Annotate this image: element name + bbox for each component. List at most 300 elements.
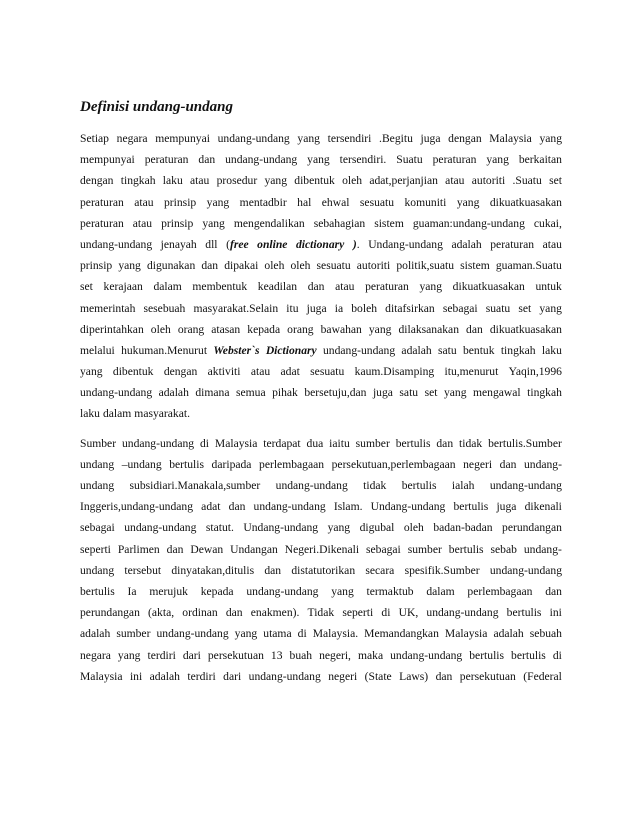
word: yang <box>368 322 392 336</box>
word: yang <box>456 195 480 209</box>
word: komuniti <box>404 195 447 209</box>
word: enakmen). <box>250 606 300 620</box>
word <box>368 234 443 255</box>
word: dikuatkuasakan <box>489 322 562 336</box>
word: (akta, <box>148 606 175 620</box>
word <box>205 234 217 255</box>
word: Sumber <box>80 436 117 450</box>
word <box>80 340 115 361</box>
document-page <box>80 98 562 687</box>
word: negeri, <box>319 648 351 662</box>
word: prosedur <box>216 174 258 188</box>
text-line <box>80 623 562 644</box>
word: prinsip <box>161 216 194 230</box>
word: ordinan <box>182 606 218 620</box>
word: set <box>424 386 438 400</box>
word: undang-undang <box>80 386 153 400</box>
word: tingkah <box>527 386 562 400</box>
word: sistem <box>374 216 404 230</box>
word: undang <box>80 457 115 471</box>
word: undang-undang <box>156 627 229 641</box>
word: Suatu <box>396 153 423 167</box>
word: seperti <box>342 606 374 620</box>
word: badan-badan <box>433 521 493 535</box>
word: tidak <box>363 479 387 492</box>
word: kepada <box>247 322 281 336</box>
word: distatutorikan <box>291 563 356 577</box>
word: terdapat <box>263 436 301 450</box>
word <box>451 234 481 255</box>
word: Malaysia <box>489 132 532 145</box>
word: adat,perjanjian <box>369 174 438 188</box>
word: undang-undang <box>217 132 290 145</box>
word: adat <box>280 365 300 379</box>
word: sebab <box>490 542 517 556</box>
word: sesuatu <box>359 195 395 209</box>
word: Tidak <box>307 606 335 620</box>
word: Ia <box>127 584 137 598</box>
word: Malaysia <box>80 669 123 683</box>
word <box>213 340 259 361</box>
word: Yaqin,1996 <box>508 365 562 379</box>
word: iaitu <box>329 436 350 450</box>
word: untuk <box>535 280 562 294</box>
word: undang-undang <box>124 521 197 535</box>
word <box>353 234 360 255</box>
word <box>438 340 457 361</box>
word: undang-undang <box>225 153 298 167</box>
word: memerintah <box>80 301 136 315</box>
word: undang-undang <box>121 436 195 450</box>
text-line <box>80 433 562 454</box>
word: yang <box>80 365 103 379</box>
text-line <box>80 403 562 424</box>
text-line <box>80 560 562 581</box>
word-part: jenayah <box>160 237 197 251</box>
word: suatu <box>485 301 511 315</box>
word-part: undang-undang <box>80 237 153 251</box>
word: yang <box>234 627 258 641</box>
word: autoriti <box>471 174 506 188</box>
word: sebuah <box>529 627 562 641</box>
word: atau <box>250 365 271 379</box>
word: UK, <box>398 606 419 620</box>
word <box>161 234 197 255</box>
word: peraturan <box>80 216 124 230</box>
word: dan <box>166 542 184 556</box>
word: undang <box>80 563 115 577</box>
word: bertulis <box>401 479 437 492</box>
word: pihak <box>272 386 298 400</box>
text-line <box>80 276 562 297</box>
word: Undang-undang <box>370 500 446 514</box>
word: atau <box>335 280 355 294</box>
word: adalah <box>80 627 111 641</box>
word: negara <box>80 648 111 662</box>
word: persekutuan <box>207 648 264 662</box>
word: diperintahkan <box>80 322 144 336</box>
word: bertulis.Sumber <box>488 436 562 450</box>
word: mentadbir <box>239 195 287 209</box>
word: kerajaan <box>103 280 143 294</box>
word: adalah <box>158 386 189 400</box>
word: dari <box>182 648 201 662</box>
word-part: . <box>356 237 360 251</box>
word: dilaksanakan <box>398 322 459 336</box>
word-part: peraturan <box>490 237 535 251</box>
word: juga <box>372 386 393 400</box>
emphasis-text: Dictionary <box>265 343 317 357</box>
word: perlembagaan <box>259 457 325 471</box>
word: peraturan <box>144 153 189 167</box>
word: Laws) <box>399 669 429 683</box>
word: oleh <box>290 259 311 273</box>
word-part: dll <box>205 237 218 251</box>
page-heading: Definisi undang-undang <box>80 99 233 115</box>
word: juga <box>420 132 441 145</box>
word-part: tingkah <box>500 343 536 357</box>
paragraph-container <box>80 128 562 687</box>
word: dalam <box>426 584 455 598</box>
word: peraturan <box>365 280 409 294</box>
paragraph-2 <box>80 433 562 687</box>
word: dalam <box>153 280 182 294</box>
word: oleh <box>264 259 285 273</box>
word: Parlimen <box>117 542 160 556</box>
text-line <box>80 149 562 170</box>
word: Undangan <box>230 542 278 556</box>
text-line <box>80 496 562 517</box>
word: merujuk <box>149 584 188 598</box>
text-line <box>80 382 562 403</box>
word: sebagai <box>80 521 115 535</box>
word: yang <box>202 216 225 230</box>
word: sesuatu <box>310 365 345 379</box>
text-line <box>80 340 562 361</box>
word: peraturan <box>432 153 477 167</box>
text-line <box>80 666 562 687</box>
word: ehwal <box>321 195 350 209</box>
word: atasan <box>211 322 241 336</box>
word <box>490 234 534 255</box>
word <box>501 340 536 361</box>
text-line <box>80 255 562 276</box>
word: dalam <box>102 407 132 421</box>
word-part: adalah <box>401 343 432 357</box>
word: Memandangkan <box>364 627 439 641</box>
word: digunakan <box>146 259 196 273</box>
word: mengawal <box>472 386 521 400</box>
word: adalah <box>149 669 180 683</box>
word: di <box>297 627 307 641</box>
text-line <box>80 539 562 560</box>
word: yang <box>297 132 320 145</box>
word: bertulis <box>453 500 489 514</box>
word: yang <box>327 521 351 535</box>
word: satu <box>399 386 419 400</box>
word-part: bentuk <box>462 343 495 357</box>
word: guaman:undang-undang <box>412 216 525 230</box>
word: undang-undang <box>253 500 326 514</box>
word: ini <box>549 606 562 620</box>
word <box>121 340 207 361</box>
word: sebagai <box>442 301 478 315</box>
word: (Federal <box>523 669 562 683</box>
word-part: undang-undang <box>323 343 396 357</box>
text-line <box>80 298 562 319</box>
word: bertulis <box>80 584 115 598</box>
word: negara <box>116 132 148 145</box>
word: bertulis <box>511 648 546 662</box>
word-part: melalui <box>80 343 115 357</box>
word: Inggeris,undang-undang <box>80 500 194 514</box>
word: adalah <box>493 627 524 641</box>
word: juga <box>306 301 327 315</box>
word: undang-undang <box>246 584 319 598</box>
word: aktiviti <box>207 365 241 379</box>
word: perundangan <box>502 521 562 535</box>
word: dibentuk <box>294 174 335 188</box>
word: Undang-undang <box>243 521 319 535</box>
word: undang-undang <box>489 563 562 577</box>
word: sistem <box>460 259 490 273</box>
word: secara <box>365 563 395 577</box>
word: dan <box>225 606 243 620</box>
word-part: Undang-undang <box>368 237 443 251</box>
text-line <box>80 319 562 340</box>
word: dikenali <box>524 500 562 514</box>
word: terdiri <box>187 669 216 683</box>
word: termaktub <box>366 584 414 598</box>
word: masyarakat.Selain <box>193 301 279 315</box>
word: subsidiari.Manakala,sumber <box>129 479 261 492</box>
word: dinyatakan,ditulis <box>171 563 255 577</box>
word: bertulis <box>169 457 204 471</box>
word: yang <box>117 648 141 662</box>
word: adat <box>201 500 221 514</box>
word: Malaysia <box>444 627 488 641</box>
word-part: adalah <box>451 237 482 251</box>
word: set <box>80 280 93 294</box>
word: laku <box>80 407 100 421</box>
word: bawahan <box>320 322 362 336</box>
word: digubal <box>359 521 395 535</box>
word: cukai, <box>533 216 562 230</box>
word: yang <box>443 386 467 400</box>
word: Islam. <box>333 500 363 514</box>
word: Dewan <box>190 542 224 556</box>
word: sebahagian <box>313 216 366 230</box>
word: dan <box>466 322 483 336</box>
text-line <box>80 213 562 234</box>
word: yang <box>539 301 562 315</box>
word: undang-undang <box>426 606 499 620</box>
paragraph-1 <box>80 128 562 425</box>
word: undang- <box>523 457 562 471</box>
word: perundangan <box>80 606 140 620</box>
word: di <box>199 436 210 450</box>
word: yang <box>206 195 230 209</box>
word: mempunyai <box>155 132 210 145</box>
word: guaman.Suatu <box>495 259 562 273</box>
word <box>323 340 395 361</box>
word: masyarakat. <box>134 407 190 421</box>
word: yang <box>539 132 562 145</box>
word: dengan <box>80 174 114 188</box>
word: tersendiri <box>327 132 372 145</box>
word: prinsip <box>80 259 113 273</box>
word: dan <box>198 153 216 167</box>
word: negeri <box>328 669 358 683</box>
word: persekutuan <box>459 669 516 683</box>
emphasis-text: Webster`s <box>213 343 260 357</box>
word <box>542 340 562 361</box>
word: Malaysia. <box>312 627 359 641</box>
word <box>257 234 287 255</box>
word: dua <box>306 436 324 450</box>
word: membentuk <box>192 280 248 294</box>
word: dibentuk <box>112 365 154 379</box>
word: dan <box>201 259 219 273</box>
word: atau <box>190 174 210 188</box>
word: yang <box>307 153 330 167</box>
word <box>226 234 249 255</box>
word: tingkah <box>120 174 156 188</box>
text-line <box>80 234 562 255</box>
word: dari <box>223 669 242 683</box>
text-line <box>80 170 562 191</box>
word: di <box>381 606 391 620</box>
word: dengan <box>163 365 198 379</box>
word <box>296 234 344 255</box>
word: statut. <box>205 521 234 535</box>
word <box>543 234 562 255</box>
word: spesifik.Sumber <box>404 563 480 577</box>
word: dan <box>545 584 562 598</box>
word: persekutuan,perlembagaan <box>331 457 456 471</box>
word: orang <box>287 322 314 336</box>
word: berkaitan <box>518 153 562 167</box>
word: oleh <box>150 322 171 336</box>
word: autoriti <box>356 259 391 273</box>
word: ini <box>129 669 143 683</box>
word: seperti <box>80 542 111 556</box>
word: yang <box>486 153 509 167</box>
word <box>463 340 495 361</box>
word: dengan <box>448 132 482 145</box>
text-line <box>80 581 562 602</box>
word: dan <box>435 669 453 683</box>
word: tersebut <box>124 563 162 577</box>
word: di <box>552 648 562 662</box>
word: peraturan <box>80 195 124 209</box>
word: undang-undang <box>489 479 562 492</box>
word: set <box>518 301 532 315</box>
word: undang-undang <box>248 669 321 683</box>
word: mengendalikan <box>233 216 305 230</box>
word: dimana <box>195 386 230 400</box>
word: negeri <box>463 457 493 471</box>
word: prinsip <box>164 195 197 209</box>
word: atau <box>132 216 153 230</box>
word: dan <box>228 500 246 514</box>
word: sebagai <box>366 542 401 556</box>
word: itu <box>286 301 299 315</box>
word: undang-undang <box>390 648 463 662</box>
text-line <box>80 361 562 382</box>
word <box>401 340 431 361</box>
word: ia <box>334 301 344 315</box>
word-part: laku <box>541 343 562 357</box>
word: dan <box>307 280 325 294</box>
text-line <box>80 128 562 149</box>
word: yang <box>118 259 141 273</box>
word: itu,menurut <box>444 365 499 379</box>
text-line <box>80 645 562 666</box>
word: –undang <box>121 457 162 471</box>
word: orang <box>177 322 205 336</box>
word: oleh <box>403 521 424 535</box>
word: Setiap <box>80 132 109 145</box>
word: bertulis <box>506 606 542 620</box>
word: yang <box>331 584 354 598</box>
word: tersendiri. <box>339 153 387 167</box>
emphasis-text: dictionary <box>296 237 345 251</box>
word: undang <box>80 479 115 492</box>
text-line <box>80 602 562 623</box>
word: juga <box>496 500 517 514</box>
word-part: ( <box>226 237 230 251</box>
text-line <box>80 454 562 475</box>
word: Negeri.Dikenali <box>284 542 360 556</box>
word: (State <box>364 669 392 683</box>
word: dikuatkuasakan <box>452 280 525 294</box>
word-part: satu <box>437 343 457 357</box>
word: maka <box>357 648 384 662</box>
text-line <box>80 192 562 213</box>
word <box>80 234 152 255</box>
word: sesebuah <box>143 301 186 315</box>
word: atau <box>445 174 465 188</box>
text-line <box>80 517 562 538</box>
word: dan <box>264 563 282 577</box>
emphasis-text: ) <box>352 237 357 251</box>
word: perlembagaan <box>467 584 533 598</box>
word: dan <box>499 457 517 471</box>
word: hal <box>297 195 312 209</box>
word: set <box>549 174 562 188</box>
word: atau <box>134 195 154 209</box>
word: mempunyai <box>80 153 135 167</box>
word: semua <box>235 386 266 400</box>
word: tidak <box>459 436 483 450</box>
word: politik,suatu <box>396 259 455 273</box>
word: Malaysia <box>214 436 258 450</box>
word: terdiri <box>147 648 176 662</box>
word: ialah <box>451 479 475 492</box>
emphasis-text: online <box>257 237 288 251</box>
word: laku <box>162 174 183 188</box>
word-part: atau <box>542 237 562 251</box>
word: sumber <box>116 627 151 641</box>
word: .Begitu <box>379 132 413 145</box>
word <box>266 340 317 361</box>
word: utama <box>263 627 292 641</box>
word: bertulis <box>395 436 431 450</box>
word-part: hukuman.Menurut <box>121 343 208 357</box>
word: undang- <box>523 542 562 556</box>
word: bertulis <box>469 648 505 662</box>
